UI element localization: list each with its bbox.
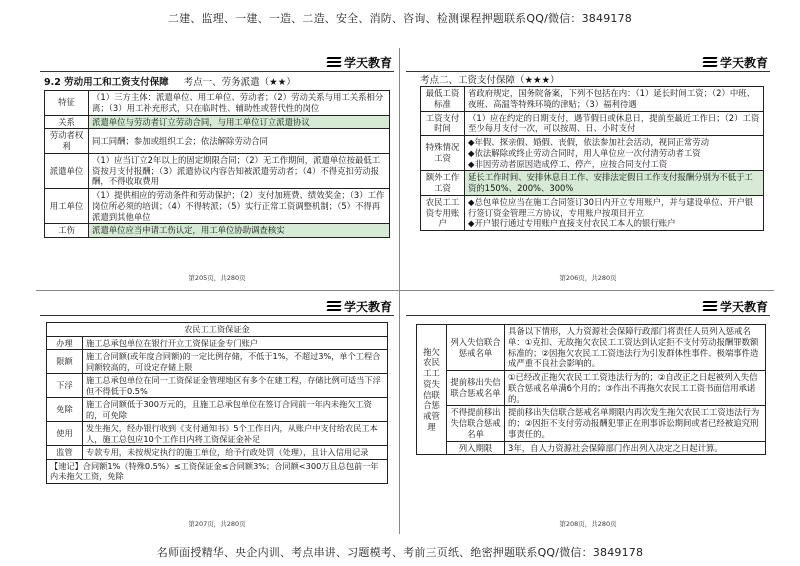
page-number: 第208页，共280页 [559,520,617,528]
table-title: 农民工工资保证金 [47,323,388,337]
wage-table [420,86,764,231]
table-row: 监管 专款专用，未按规定执行的施工单位，给予行政处罚（处理），且计入信用记录 [47,446,388,460]
page-number: 第207页，共280页 [188,520,246,528]
table-row: 免除 施工合同额低于300万元的，且施工总承包单位在签订合同前一年内未拖欠工资的，可免除 [47,398,388,422]
quick-memo: 【速记】合同额1%（特殊0.5%）≤工资保证金≤合同额3%；合同额<300万且总包前一年内未拖欠工资，免除 [47,459,388,483]
brand-name: 学天教育 [343,300,392,314]
vertical-divider [399,48,400,534]
credit-table [416,324,766,455]
table-row: 最低工资标准 省政府规定，国务院备案，下列不包括在内：（1）延长时间工资；（2）中班、夜班、高温等特殊环境的津贴；（3）福利待遇 [421,87,764,112]
brand-name: 学天教育 [719,56,768,70]
topic-title: 考点二、工资支付保障（★★★） [420,75,560,86]
logo-icon [327,301,341,312]
table-row: 限额 施工合同额(或年度合同额)的一定比例存储，不低于1%，不超过3%，单个工程合同额较高的，可设定存储上限 [47,350,388,374]
brand-name: 学天教育 [719,300,768,314]
side-label: 拖欠农民工工资失信联合惩戒管理 [417,325,447,455]
page-labor-dispatch [40,52,394,284]
table-row: 特征 （1）三方主体：派遣单位、用工单位、劳动者；（2）劳动关系与用工关系相分离；（3）用工补充形式，只在临时性、辅助性或替代性的岗位 [45,91,390,116]
brand-name: 学天教育 [343,56,392,70]
brand-logo [703,54,768,71]
logo-icon [327,57,341,68]
deposit-table [46,322,388,484]
top-banner: 二建、监理、一建、一造、二造、安全、消防、咨询、检测课程押题联系QQ/微信：3849178 [167,12,632,25]
table-row: 农民工工资专用账户 ◆总包单位应当在施工合同签订30日内开立专用账户，并与建设单位、开户银行签订资金管理三方协议，专用账户按项目开立 ◆开户银行通过专用账户直接支付农民工本人的银行账户 [421,195,764,230]
brand-logo [327,54,392,71]
bottom-banner: 名师面授精华、央企内训、考点串讲、习题模考、考前三页纸、绝密押题联系QQ/微信：3849178 [156,546,644,559]
header-rule [40,315,394,316]
brand-logo [327,298,392,315]
page-number: 第206页，共280页 [559,274,617,282]
table-row: 派遣单位 （1）应当订立2年以上的固定期限合同；（2）无工作期间，派遣单位按最低工资按月支付报酬；（3）派遣协议内容告知被派遣劳动者；（4）不得克扣劳动报酬，不得收取费用 [45,153,390,188]
page-credit-punishment [406,296,770,530]
table-row: 劳动者权利 同工同酬；参加或组织工会；依法解除劳动合同 [45,129,390,154]
brand-logo [703,298,768,315]
table-row: 工资支付时间 （1）应在约定的日期支付，遇节假日或休息日，提前至最近工作日；（2）工资至少每月支付一次，可以按周、日、小时支付 [421,111,764,136]
page-wage-deposit [40,296,394,530]
table-row: 特殊情况工资 ◆年假、探亲假、婚假、丧假，依法参加社会活动，视同正常劳动 ◆依法解除或终止劳动合同时，用人单位应一次付清劳动者工资 ◆非因劳动者原因造成停工、停产，应按合同支付工资 [421,136,764,171]
table-header-row [47,323,388,337]
table-row: 用工单位 （1）提供相应的劳动条件和劳动保护；（2）支付加班费、绩效奖金；（3）工作岗位所必须的培训；（4）不得转派；（5）实行正常工资调整机制；（5）不得再派遣到其他单位 [45,189,390,224]
page-number: 第205页，共280页 [188,274,246,282]
section-title: 9.2 劳动用工和工资支付保障 [44,77,169,88]
header-rule [406,315,770,316]
table-row: 关系 派遣单位与劳动者订立劳动合同，与用工单位订立派遣协议 [45,115,390,129]
table-row: 下浮 施工总承包单位在同一工资保证金管理地区有多个在建工程，存储比例可适当下浮但不得低于0.5% [47,374,388,398]
table-row: 提前移出失信联合惩戒名单 ①已经改正拖欠农民工工资违法行为的；②自改正之日起被列入失信联合惩戒名单满6个月的；③作出不再拖欠农民工工资书面信用承诺的。 [417,371,766,406]
table-row: 额外工作工资 延长工作时间、安排休息日工作、安排法定假日工作支付报酬分别为不低于工资的150%、200%、300% [421,171,764,196]
logo-icon [703,57,717,68]
table-row: 列入期限 3年，自人力资源社会保障部门作出列入决定之日起计算。 [417,441,766,455]
horizontal-divider [36,290,774,291]
section-heading [44,74,296,88]
logo-icon [703,301,717,312]
topic-title: 考点一、劳务派遣（★★） [183,77,296,88]
header-rule [40,71,394,72]
table-row [47,459,388,483]
table-row: 办理 施工总承包单位在银行开立工资保证金专门账户 [47,336,388,350]
table-row: 使用 发生拖欠，经办银行收到《支付通知书》5个工作日内，从账户中支付给农民工本人，施工总包应10个工作日内将工资保证金补足 [47,422,388,446]
table-row: 工伤 派遣单位应当申请工伤认定，用工单位协助调查核实 [45,224,390,238]
table-row: 不得提前移出失信联合惩戒名单 提前移出失信联合惩戒名单期限内再次发生拖欠农民工工资违法行为的；②因拒不支付劳动报酬犯罪正在刑事诉讼期间或者已经被追究刑事责任的。 [417,406,766,441]
table-row: 拖欠农民工工资失信联合惩戒管理 列入失信联合惩戒名单 具备以下情形，人力资源社会保障行政部门将责任人员列入惩戒名单：①克扣、无故拖欠农民工工资达到认定拒不支付劳动报酬罪数额标准的；②因拖欠农民工工资违法行为引发群体性事件、极端事件造成严重不良社会影响的。 [417,325,766,371]
dispatch-table [44,90,390,238]
page-wage-payment [406,52,770,284]
